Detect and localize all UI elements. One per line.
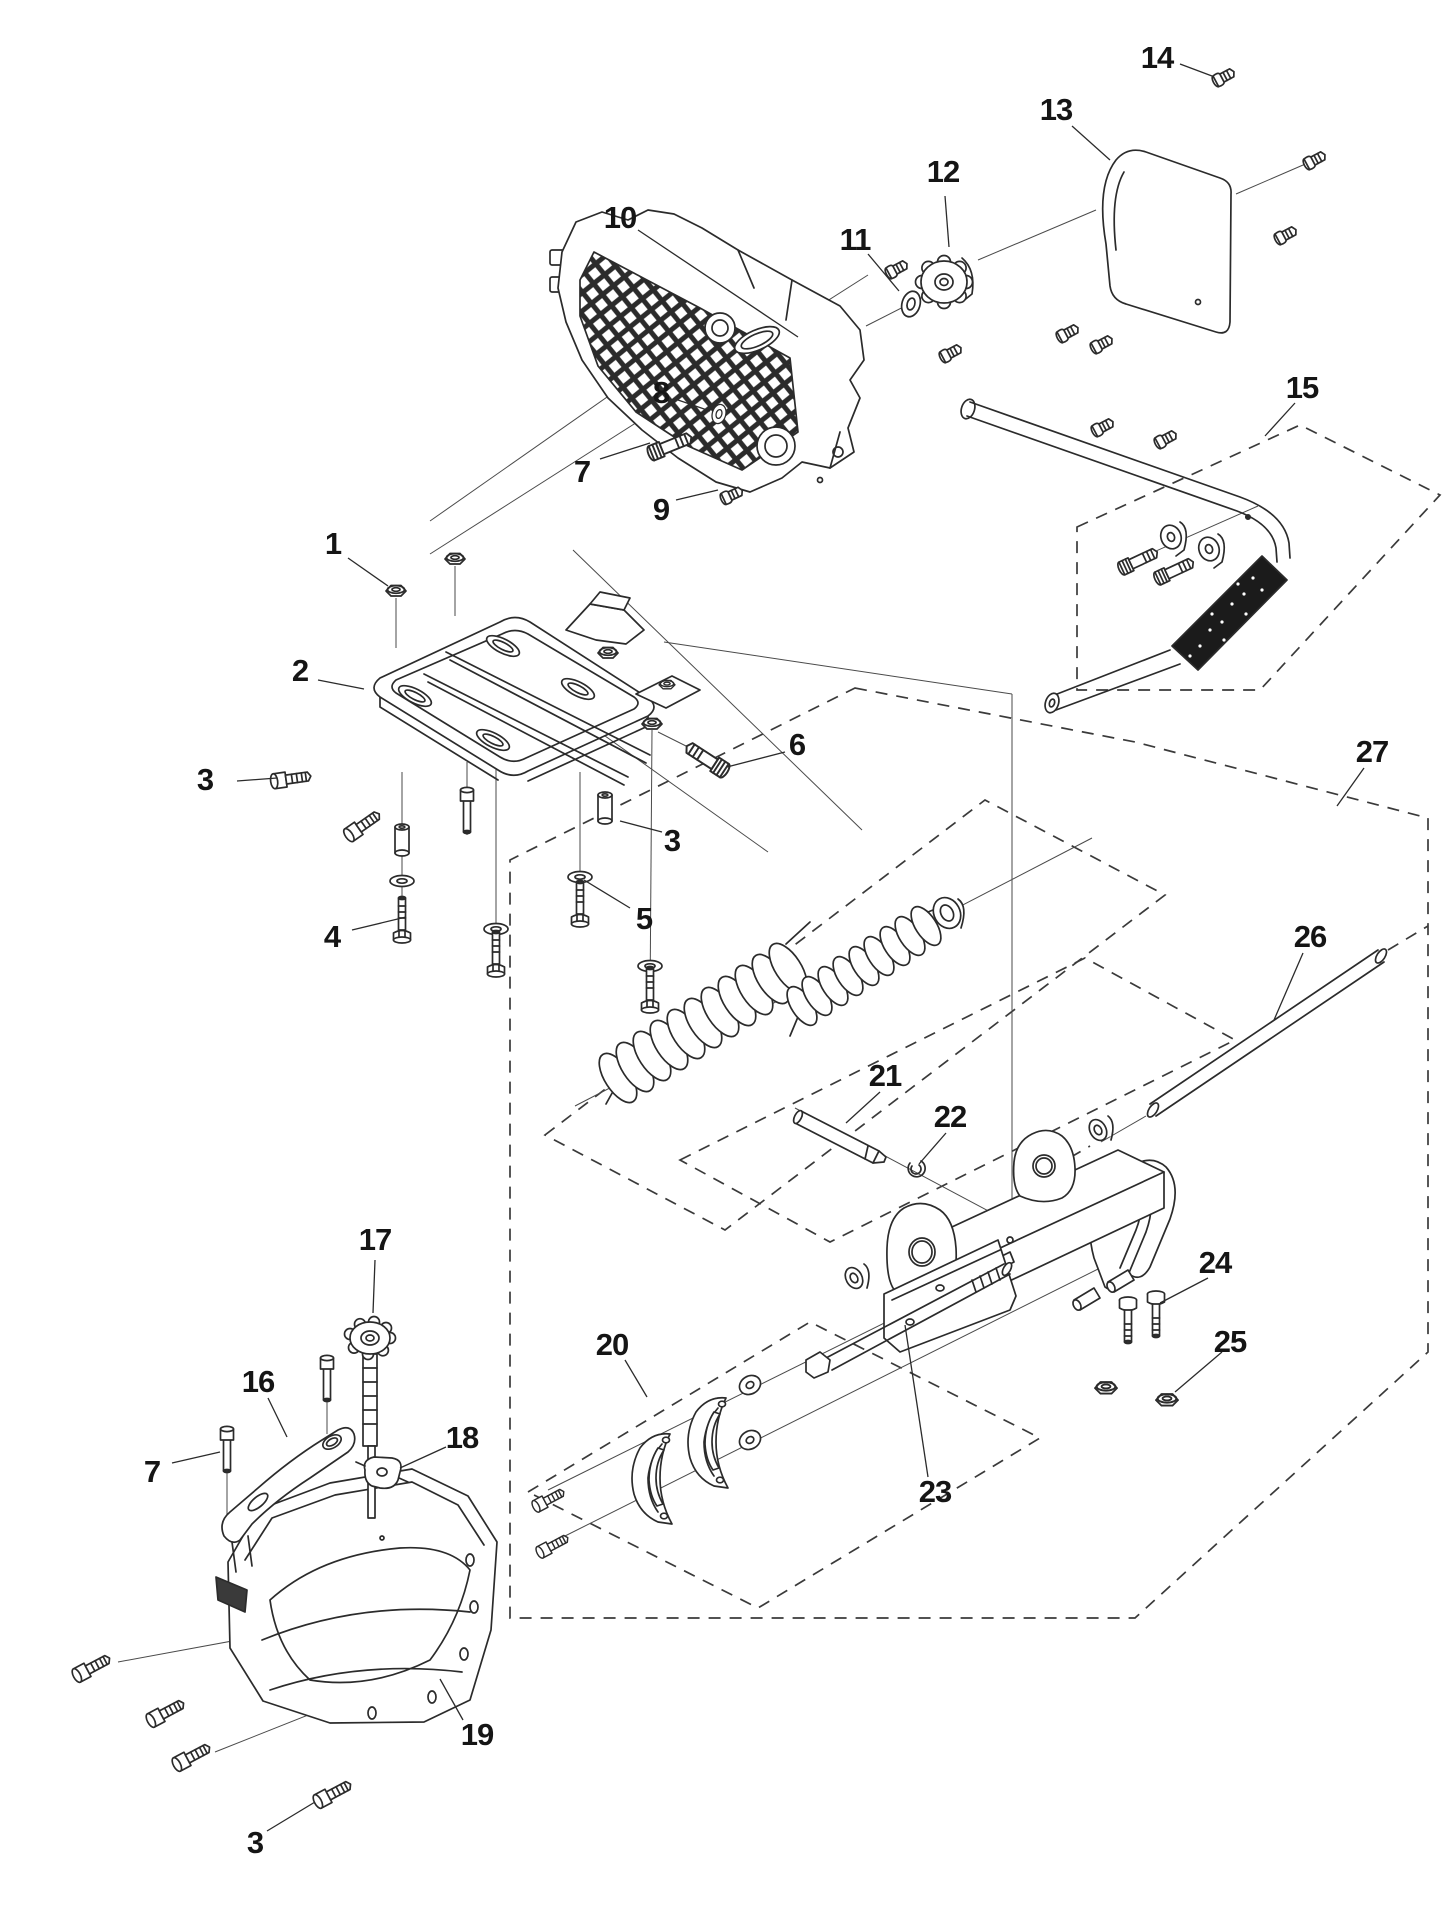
- part-screw-3: [311, 1778, 354, 1810]
- part-callout: 1: [324, 526, 342, 561]
- dashed-rod-axis: [1388, 926, 1428, 950]
- part-foam-grip: [1172, 556, 1287, 670]
- part-callout: 14: [1140, 40, 1174, 75]
- part-callout: 7: [573, 454, 591, 489]
- part-callout: 17: [358, 1222, 392, 1257]
- part-callout: 24: [1198, 1245, 1232, 1280]
- part-spring-small: [781, 902, 947, 1036]
- part-callout: 12: [926, 154, 960, 189]
- part-callout: 22: [933, 1099, 967, 1134]
- part-callout: 7: [143, 1454, 161, 1489]
- part-callout: 2: [291, 653, 309, 688]
- part-handlebar-bolt: [1152, 556, 1196, 586]
- dashed-box-handle-assembly-15: [1077, 425, 1440, 690]
- part-screw-3: [270, 769, 312, 789]
- part-callout: 3: [246, 1825, 264, 1860]
- part-callout: 13: [1039, 92, 1073, 127]
- part-screw-6: [682, 739, 731, 779]
- part-rod-26: [1145, 947, 1388, 1119]
- part-handlebar-15: [959, 397, 1290, 714]
- part-callout: 3: [196, 762, 214, 797]
- part-knob-12: [916, 256, 973, 309]
- part-callout: 15: [1285, 370, 1319, 405]
- part-handlebar-bolt: [1116, 546, 1160, 576]
- part-callout: 20: [595, 1327, 629, 1362]
- part-spacer-3: [598, 792, 612, 824]
- part-screw-16: [321, 1355, 334, 1401]
- part-callout: 25: [1213, 1324, 1247, 1359]
- part-callout: 9: [652, 492, 670, 527]
- part-callout: 5: [635, 901, 653, 936]
- part-upper-housing-10: [550, 210, 864, 492]
- part-clamp-washers: [736, 1372, 764, 1454]
- part-screw-7: [221, 1426, 234, 1472]
- part-callout: 23: [918, 1474, 952, 1509]
- part-callout: 4: [323, 919, 341, 954]
- part-nuts-25: [1095, 1382, 1178, 1406]
- part-plate-fasteners: [270, 739, 732, 1013]
- part-callout: 21: [868, 1058, 902, 1093]
- part-seat-plate-2: [374, 592, 700, 785]
- part-callout: 8: [652, 375, 670, 410]
- part-callout: 27: [1355, 734, 1389, 769]
- part-callout: 3: [663, 823, 681, 858]
- part-callout: 10: [603, 200, 637, 235]
- part-cover-panel-13: [1103, 150, 1231, 333]
- part-spring-large: [592, 922, 814, 1109]
- part-callout: 19: [460, 1717, 494, 1752]
- part-callout: 26: [1293, 919, 1327, 954]
- part-retaining-clip-22: [908, 1161, 925, 1177]
- part-washer-11: [899, 289, 923, 319]
- part-callout: 16: [241, 1364, 275, 1399]
- dashed-box-clamp-assembly-20: [528, 1322, 1040, 1608]
- part-bolts-24: [1120, 1291, 1165, 1344]
- part-callout: 11: [839, 222, 871, 257]
- part-callout: 6: [788, 727, 806, 762]
- part-callout: 18: [445, 1420, 479, 1455]
